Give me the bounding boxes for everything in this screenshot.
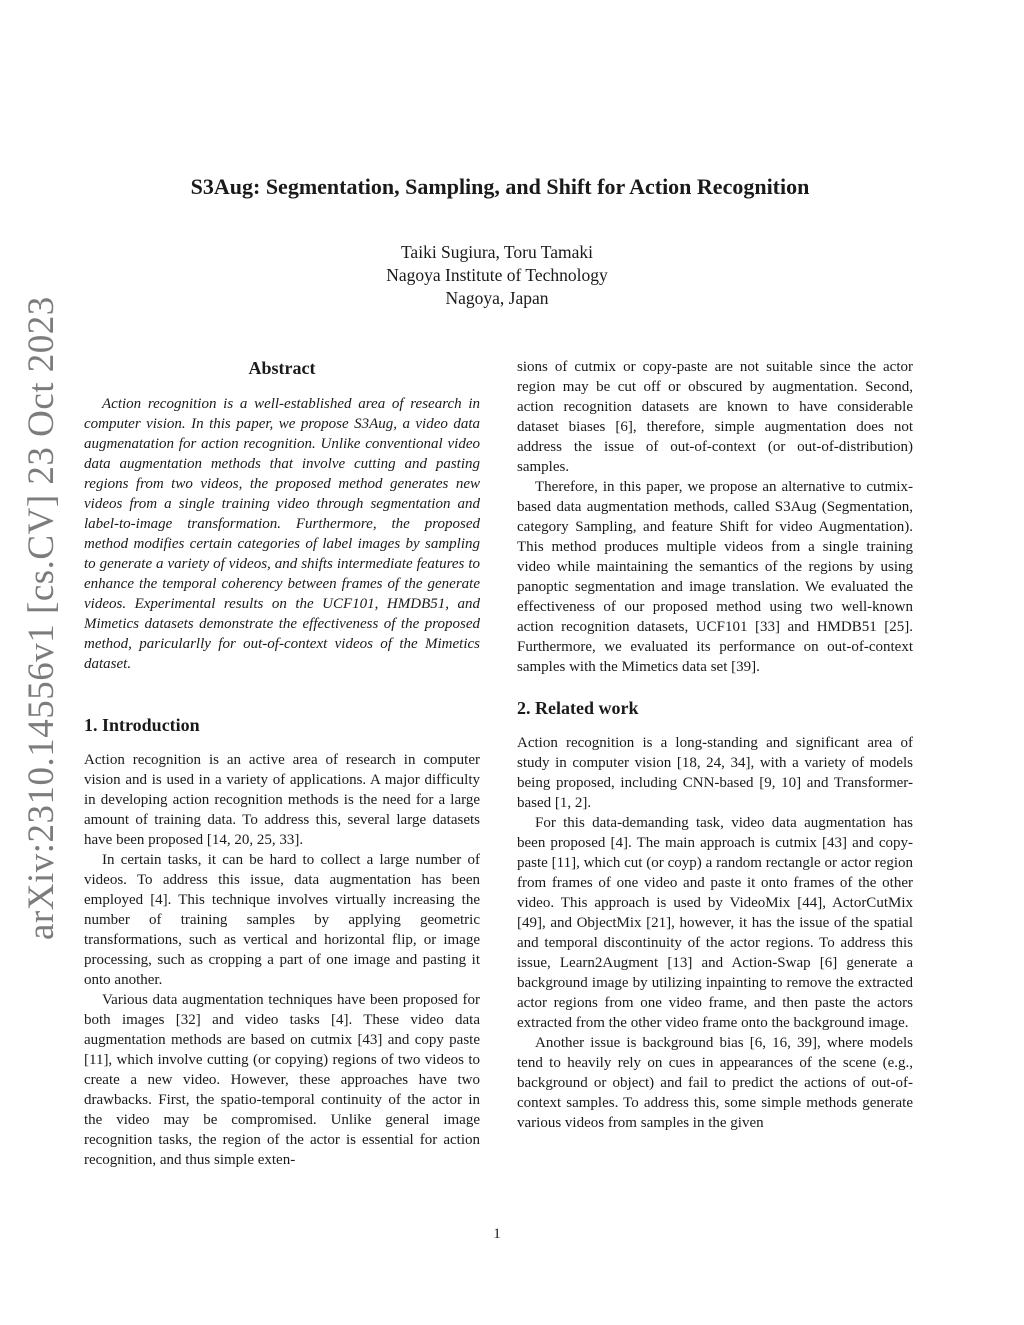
related-paragraph: For this data-demanding task, video data augmentation has been proposed [4]. The main approach is cutmix [43] and copy-paste [11], which cut (or coyp) a random rectangle or actor region from frames of one video and paste it onto frames of the other video. This approach is used by VideoMix [44], ActorCutMix [49], and ObjectMix [21], however, it has the issue of the spatial and temporal discontinuity of the actor regions. To address this issue, Learn2Augment [13] and Action-Swap [6] generate a background image by utilizing inpainting to remove the extracted actor regions from one video frame, and then paste the actors extracted from the other video frame onto the background image. xyxy=(517,815,913,1031)
related-paragraph: Another issue is background bias [6, 16, 39], where models tend to heavily rely on cues in appearances of the scene (e.g., background or object) and fail to predict the actions of out-of-context samples. To address this, some simple methods generate various videos from samples in the given xyxy=(517,1035,913,1131)
intro-paragraph: In certain tasks, it can be hard to collect a large number of videos. To address this issue, data augmentation has been employed [4]. This technique involves virtually increasing the number of training samples by applying geometric transformations, such as vertical and horizontal flip, or image processing, such as cropping a part of one image and pasting it onto another. xyxy=(84,852,480,988)
related-work-heading: 2. Related work xyxy=(517,698,639,718)
author-names: Taiki Sugiura, Toru Tamaki xyxy=(400,242,594,262)
abstract-heading: Abstract xyxy=(248,358,316,378)
page-number: 1 xyxy=(493,1226,501,1242)
intro-continuation: sions of cutmix or copy-paste are not suitable since the actor region may be cut off or obscured by augmentation. Second, action recognition datasets are known to have considerable dataset biases [6], therefore, simple augmentation does not address the issue of out-of-context (or out-of-distribution) samples. xyxy=(517,359,913,475)
right-column xyxy=(517,357,913,1133)
arxiv-identifier: arXiv:2310.14556v1 [cs.CV] 23 Oct 2023 xyxy=(21,296,62,940)
introduction-heading: 1. Introduction xyxy=(84,715,200,735)
left-column xyxy=(84,357,480,1170)
author-institution: Nagoya Institute of Technology xyxy=(386,265,608,285)
paper-title: S3Aug: Segmentation, Sampling, and Shift for Action Recognition xyxy=(190,174,810,199)
intro-paragraph: Various data augmentation techniques have been proposed for both images [32] and video tasks [4]. These video data augmentation methods are based on cutmix [43] and copy paste [11], which involve cutting (or copying) regions of two videos to create a new video. However, these approaches have two drawbacks. First, the spatio-temporal continuity of the actor in the video may be compromised. Unlike general image recognition tasks, the region of the actor is essential for action recognition, and thus simple exten- xyxy=(84,992,480,1168)
intro-paragraph: Action recognition is an active area of research in computer vision and is used in a variety of applications. A major difficulty in developing action recognition methods is the need for a large amount of training data. To address this, several large datasets have been proposed [14, 20, 25, 33]. xyxy=(84,752,480,848)
author-block xyxy=(0,241,994,310)
author-location: Nagoya, Japan xyxy=(445,288,549,308)
intro-paragraph: Therefore, in this paper, we propose an alternative to cutmix-based data augmentation methods, called S3Aug (Segmentation, category Sampling, and feature Shift for video Augmentation). This method produces multiple videos from a single training video while maintaining the semantics of the regions by using panoptic segmentation and image translation. We evaluated the effectiveness of our proposed method using two well-known action recognition datasets, UCF101 [33] and HMDB51 [25]. Furthermore, we evaluated its performance on out-of-context samples with the Mimetics data set [39]. xyxy=(517,479,913,675)
related-paragraph: Action recognition is a long-standing and significant area of study in computer vision [18, 24, 34], with a variety of models being proposed, including CNN-based [9, 10] and Transformer-based [1, 2]. xyxy=(517,735,913,811)
abstract-text: Action recognition is a well-established area of research in computer vision. In this paper, we propose S3Aug, a video data augmenatation for action recognition. Unlike conventional video data augmentation methods that involve cutting and pasting regions from two videos, the proposed method generates new videos from a single training video through segmentation and label-to-image transformation. Furthermore, the proposed method modifies certain categories of label images by sampling to generate a variety of videos, and shifts intermediate features to enhance the temporal coherency between frames of the generate videos. Experimental results on the UCF101, HMDB51, and Mimetics datasets demonstrate the effectiveness of the proposed method, paricularlly for out-of-context videos of the Mimetics dataset. xyxy=(84,396,480,672)
